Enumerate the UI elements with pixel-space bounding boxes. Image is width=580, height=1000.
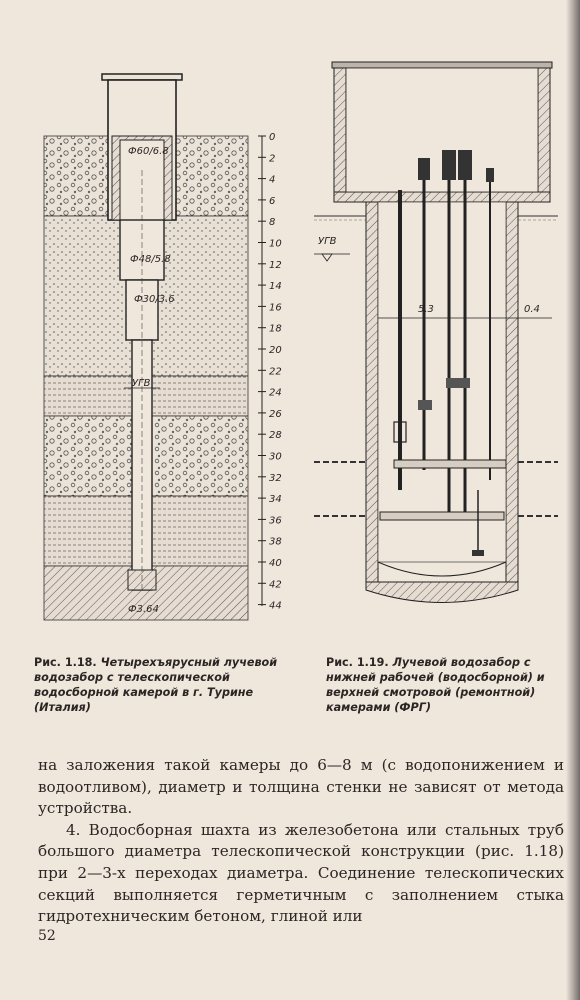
- paragraph-item-4: 4. Водосборная шахта из железобетона или стальных труб большого диаметра телескопической конструкции (рис. 1.18) при 2—3-х переходах диаметра. Соединение телескопических секций выполняется герметичным с заполнением стыка гидротехническим бетоном, глиной или: [38, 820, 564, 926]
- paragraph-continuation: на заложения такой камеры до 6—8 м (с водопонижением и водоотливом), диаметр и толщина стенки не зависят от метода устройства.: [38, 756, 564, 818]
- fig118-label-d3: Ф30/3.6: [134, 294, 175, 305]
- caption-number: Рис. 1.19.: [326, 656, 389, 669]
- figure-1-19: [310, 50, 560, 650]
- scale-label: 34: [269, 494, 282, 506]
- fig118-label-d1: Ф60/6.8: [128, 146, 169, 157]
- scale-label: 22: [269, 366, 282, 378]
- body-text: [38, 755, 564, 928]
- fig118-label-d2: Ф48/5.8: [130, 254, 171, 265]
- scale-label: 30: [269, 451, 282, 463]
- fig118-label-ugv: УГВ: [132, 378, 151, 389]
- scale-label: 4: [269, 174, 276, 186]
- scale-label: 18: [269, 323, 282, 335]
- caption-text: Четырехъярусный лучевой водозабор с телескопической водосборной камерой в г. Турине (Италия): [34, 656, 278, 714]
- scale-label: 36: [269, 515, 282, 527]
- scale-label: 40: [269, 558, 282, 569]
- page-edge-shadow: [566, 0, 580, 1000]
- scale-label: 32: [269, 472, 282, 484]
- scale-label: 0: [269, 132, 276, 143]
- scale-label: 26: [269, 408, 282, 420]
- scale-label: 14: [269, 281, 282, 293]
- fig119-label-ugv: УГВ: [318, 236, 337, 247]
- caption-text: Лучевой водозабор с нижней рабочей (водосборной) и верхней смотровой (ремонтной) камерами (ФРГ): [326, 656, 545, 714]
- scale-label: 20: [269, 345, 282, 356]
- scale-label: 28: [269, 430, 282, 442]
- scale-label: 44: [269, 600, 282, 612]
- fig119-dim-inner: 5.3: [418, 304, 434, 315]
- scale-label: 38: [269, 536, 282, 548]
- caption-fig-1-19: [326, 655, 566, 715]
- caption-fig-1-18: [34, 655, 280, 715]
- scale-label: 12: [269, 259, 282, 271]
- scale-label: 6: [269, 195, 276, 207]
- fig119-dim-wall: 0.4: [524, 304, 540, 315]
- scale-label: 24: [269, 387, 282, 399]
- figure-1-18: [28, 50, 290, 630]
- scale-label: 16: [269, 302, 282, 314]
- scale-label: 8: [269, 217, 276, 229]
- caption-number: Рис. 1.18.: [34, 656, 97, 669]
- scale-label: 10: [269, 238, 282, 250]
- fig118-label-d4: Ф3.64: [128, 604, 159, 615]
- page-number: 52: [38, 928, 56, 944]
- scale-label: 2: [269, 153, 276, 165]
- scale-label: 42: [269, 579, 282, 591]
